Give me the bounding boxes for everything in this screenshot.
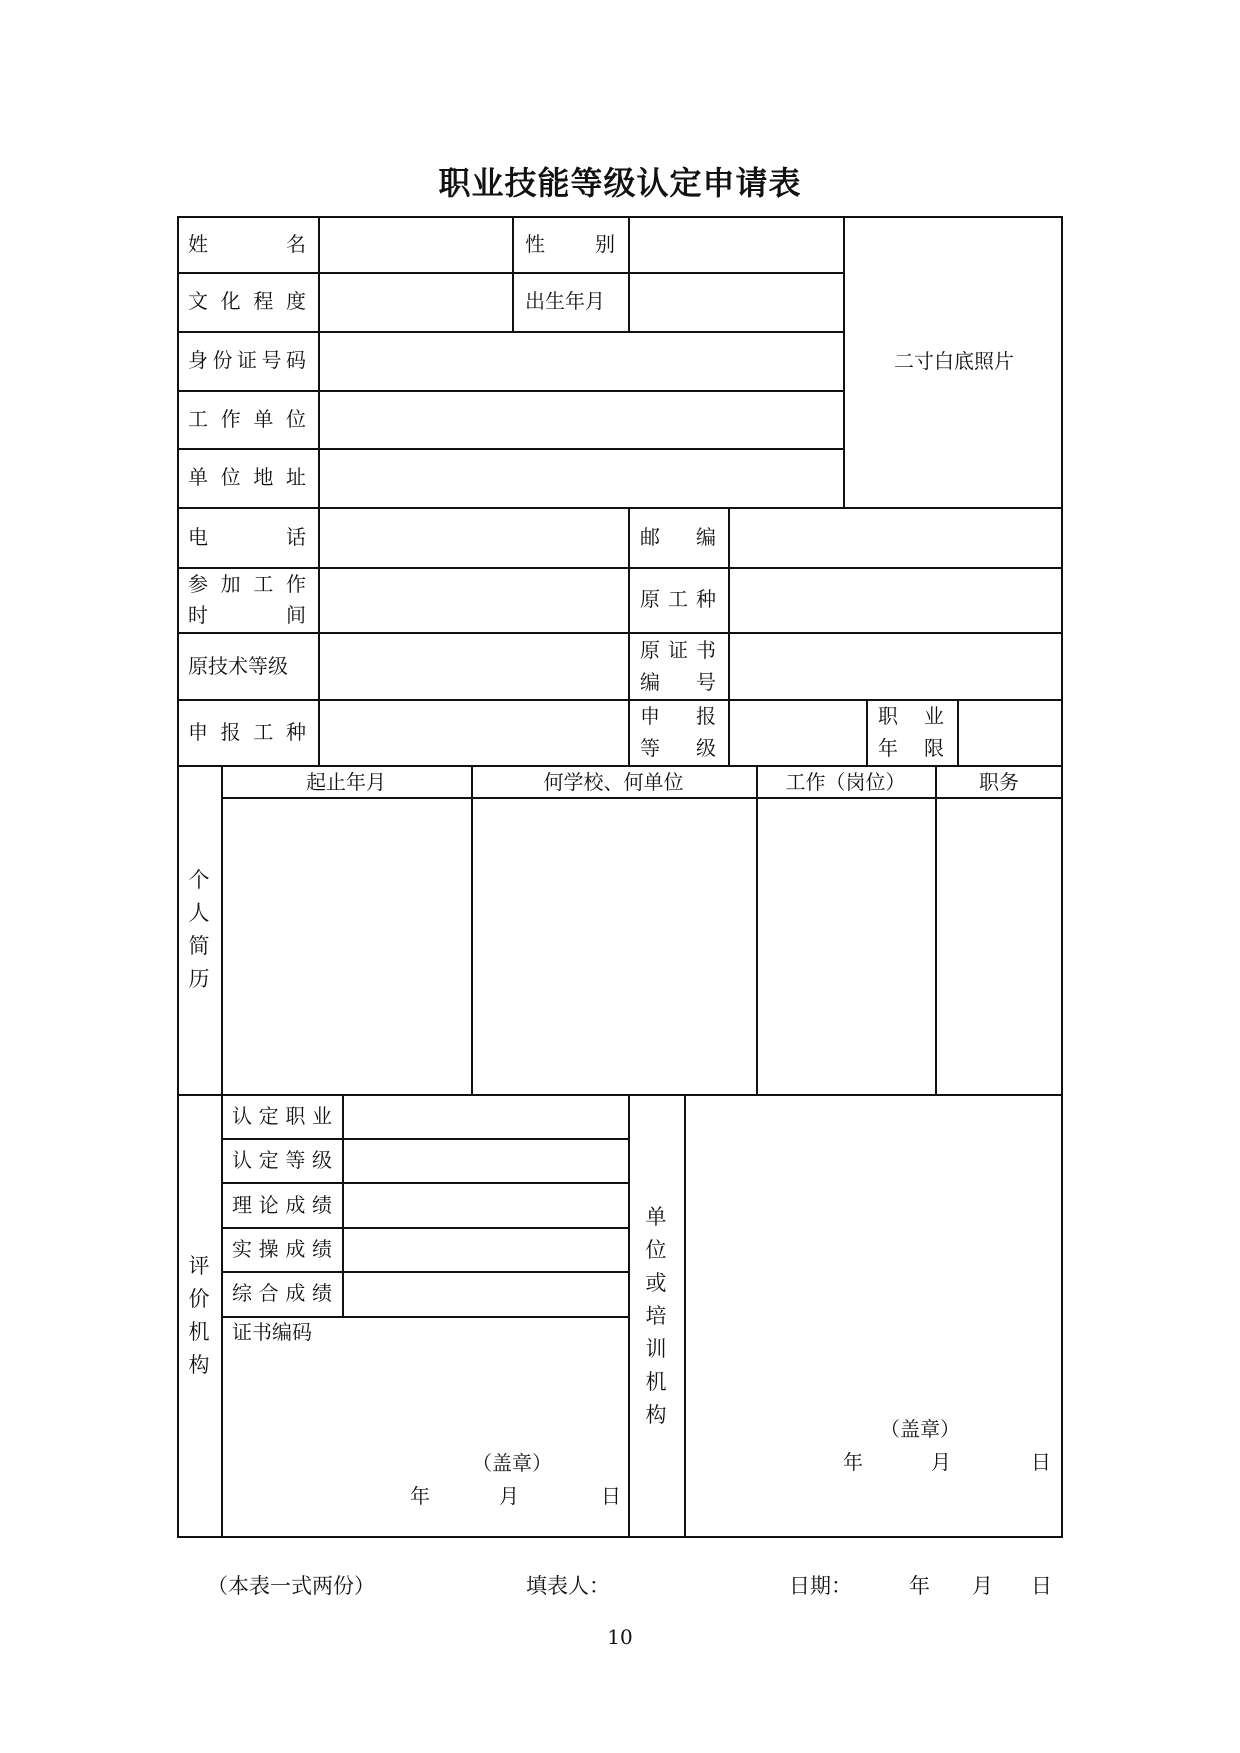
label-char: 单 (188, 465, 208, 489)
resume-header-school (471, 766, 756, 798)
label-char: 工 (188, 407, 208, 431)
resume-header-school-text: 何学校、何单位 (543, 770, 684, 794)
label-char: 绩 (311, 1193, 332, 1217)
career-years-label-line2 (878, 732, 944, 764)
label-char: 性 (525, 232, 545, 256)
grid-line (318, 216, 320, 765)
phone-label (188, 521, 306, 553)
gender-label-text (525, 228, 615, 260)
grid-line (512, 216, 514, 331)
grid-line (756, 765, 758, 1094)
eval-row-practice (232, 1233, 332, 1265)
label-char: 等 (640, 736, 660, 760)
employer-label (188, 403, 306, 435)
eval-cert-code-label (232, 1316, 312, 1348)
orig-cert-label-line1 (640, 634, 716, 666)
label-char: 作 (220, 407, 241, 431)
work-start-label-line2 (188, 599, 306, 631)
vertical-label-char: 构 (188, 1353, 210, 1377)
label-char: 绩 (311, 1281, 332, 1305)
label-char: 间 (286, 603, 306, 627)
label-char: 姓 (188, 232, 208, 256)
eval-day-text: 日 (601, 1484, 621, 1508)
label-char: 成 (285, 1193, 306, 1217)
apply-level-label-line2 (640, 732, 716, 764)
eval-date-month (499, 1480, 519, 1512)
grid-line (221, 1227, 629, 1229)
grid-line (628, 507, 630, 765)
grid-line (935, 765, 937, 1094)
career-years-label-line1 (878, 700, 944, 732)
label-char: 书 (696, 638, 716, 662)
career-years-line2-text (878, 732, 944, 764)
eval-row-practice-text (232, 1233, 332, 1265)
orig-cert-line2-text (640, 666, 716, 698)
unit-date-day (1031, 1446, 1051, 1478)
label-char: 职 (285, 1104, 306, 1128)
label-char: 工 (253, 720, 274, 744)
grid-line (221, 1182, 629, 1184)
eval-seal-text: （盖章） (472, 1451, 552, 1475)
grid-line (728, 507, 730, 765)
grid-line (221, 765, 223, 1538)
label-char: 等 (285, 1148, 306, 1172)
vertical-label-char: 或 (645, 1270, 667, 1295)
grid-line (684, 1094, 686, 1538)
label-char: 号 (696, 670, 716, 694)
unit-month-text: 月 (931, 1450, 951, 1474)
grid-line (177, 507, 1063, 509)
apply-level-label-line1 (640, 700, 716, 732)
grid-line (177, 448, 845, 450)
vertical-label-char: 单 (645, 1204, 667, 1229)
label-char: 电 (188, 525, 208, 549)
employer-address-label-text (188, 461, 306, 493)
vertical-label-char: 评 (188, 1254, 210, 1278)
label-char: 话 (286, 525, 306, 549)
eval-month-text: 月 (499, 1484, 519, 1508)
label-char: 操 (258, 1237, 279, 1261)
footer-filler-text: 填表人： (526, 1574, 610, 1598)
birth-label (525, 285, 621, 317)
grid-line (471, 765, 473, 1094)
apply-level-line1-text (640, 700, 716, 732)
eval-year-text: 年 (410, 1484, 430, 1508)
label-char: 工 (253, 572, 274, 596)
education-label (188, 285, 306, 317)
vertical-label-char: 机 (645, 1369, 667, 1394)
work-start-line1-text (188, 568, 306, 600)
unit-section-label (628, 1094, 684, 1538)
name-label (188, 228, 306, 260)
eval-date-year (410, 1480, 430, 1512)
label-char: 化 (220, 289, 241, 313)
gender-label (525, 228, 615, 260)
vertical-label-char: 训 (645, 1336, 667, 1361)
label-char: 种 (696, 587, 716, 611)
grid-line (628, 216, 630, 331)
label-char: 程 (253, 289, 274, 313)
page-number: 10 (607, 1625, 633, 1649)
label-char: 种 (285, 720, 306, 744)
label-char: 级 (311, 1148, 332, 1172)
vertical-label-char: 人 (188, 900, 210, 925)
eval-date-day (601, 1480, 621, 1512)
postcode-label (640, 521, 716, 553)
label-char: 业 (311, 1104, 332, 1128)
eval-cert-code-text: 证书编码 (232, 1320, 312, 1344)
label-char: 申 (188, 720, 208, 744)
footer-copies (207, 1570, 375, 1600)
label-char: 认 (232, 1104, 252, 1128)
label-char: 参 (188, 572, 208, 596)
label-char: 业 (924, 704, 944, 728)
eval-row-occupation (232, 1100, 332, 1132)
grid-line (177, 1094, 1063, 1096)
label-char: 实 (232, 1237, 252, 1261)
apply-trade-label-text (188, 716, 306, 748)
label-char: 度 (285, 289, 306, 313)
footer-month-text: 月 (972, 1574, 993, 1598)
vertical-label-char: 构 (645, 1402, 667, 1427)
footer-month (972, 1570, 993, 1600)
label-char: 位 (285, 407, 306, 431)
label-char: 加 (220, 572, 241, 596)
employer-address-label (188, 461, 306, 493)
label-char: 号 (261, 348, 282, 372)
eval-row-level-text (232, 1144, 332, 1176)
name-label-text (188, 228, 306, 260)
label-char: 报 (220, 720, 241, 744)
label-char: 作 (285, 572, 306, 596)
eval-row-theory-text (232, 1189, 332, 1221)
label-char: 文 (188, 289, 208, 313)
photo-label-text: 二寸白底照片 (894, 349, 1014, 373)
grid-line (221, 1138, 629, 1140)
resume-header-title-text: 职务 (979, 770, 1019, 794)
label-char: 级 (696, 736, 716, 760)
original-trade-label-text (640, 583, 716, 615)
label-char: 编 (640, 670, 660, 694)
grid-line (177, 331, 845, 333)
form-title: 职业技能等级认定申请表 (438, 164, 802, 202)
label-char: 合 (258, 1281, 279, 1305)
label-char: 身 (188, 348, 208, 372)
resume-header-position-text: 工作（岗位） (785, 770, 906, 794)
label-char: 成 (285, 1281, 306, 1305)
grid-line (177, 632, 1063, 634)
label-char: 证 (668, 638, 688, 662)
unit-day-text: 日 (1031, 1450, 1051, 1474)
id-number-label-text (188, 344, 306, 376)
label-char: 位 (220, 465, 241, 489)
education-label-text (188, 285, 306, 317)
resume-header-period (221, 766, 471, 798)
grid-line (177, 390, 845, 392)
apply-level-line2-text (640, 732, 716, 764)
vertical-label-char: 位 (645, 1237, 667, 1262)
evaluation-section-label (177, 1094, 221, 1538)
label-char: 编 (696, 525, 716, 549)
footer-day-text: 日 (1031, 1574, 1052, 1598)
phone-label-text (188, 521, 306, 553)
footer-year (909, 1570, 930, 1600)
footer-date (789, 1570, 852, 1600)
resume-header-position (756, 766, 935, 798)
resume-section-label (177, 765, 221, 1094)
grid-line (866, 699, 868, 765)
career-years-line1-text (878, 700, 944, 732)
id-number-label (188, 344, 306, 376)
original-level-label-text: 原技术等级 (188, 654, 288, 678)
label-char: 原 (640, 587, 660, 611)
photo-box-label (845, 345, 1063, 377)
eval-row-overall-text (232, 1277, 332, 1309)
resume-header-period-text: 起止年月 (306, 770, 386, 794)
original-level-label (188, 650, 306, 682)
vertical-label-char: 简 (188, 933, 210, 958)
label-char: 申 (640, 704, 660, 728)
work-start-label-line1 (188, 568, 306, 600)
unit-date-year (843, 1446, 863, 1478)
vertical-label-char: 培 (645, 1303, 667, 1328)
birth-label-text: 出生年月 (525, 289, 605, 313)
footer-year-text: 年 (909, 1574, 930, 1598)
eval-row-level (232, 1144, 332, 1176)
label-char: 邮 (640, 525, 660, 549)
eval-row-occupation-text (232, 1100, 332, 1132)
footer-copies-text: （本表一式两份） (207, 1574, 375, 1598)
label-char: 原 (640, 638, 660, 662)
vertical-label-char: 个 (188, 867, 210, 892)
unit-seal (880, 1413, 960, 1445)
unit-year-text: 年 (843, 1450, 863, 1474)
eval-row-overall (232, 1277, 332, 1309)
label-char: 别 (595, 232, 615, 256)
label-char: 成 (285, 1237, 306, 1261)
orig-cert-line1-text (640, 634, 716, 666)
label-char: 份 (212, 348, 233, 372)
orig-cert-label-line2 (640, 666, 716, 698)
label-char: 论 (258, 1193, 279, 1217)
label-char: 认 (232, 1148, 252, 1172)
apply-trade-label (188, 716, 306, 748)
postcode-label-text (640, 521, 716, 553)
vertical-label-char: 机 (188, 1320, 210, 1344)
label-char: 时 (188, 603, 208, 627)
label-char: 码 (286, 348, 306, 372)
grid-line (221, 1271, 629, 1273)
label-char: 限 (924, 736, 944, 760)
label-char: 名 (286, 232, 306, 256)
label-char: 定 (258, 1104, 279, 1128)
label-char: 地 (253, 465, 274, 489)
resume-header-title (935, 766, 1063, 798)
unit-date-month (931, 1446, 951, 1478)
grid-line (177, 567, 1063, 569)
label-char: 理 (232, 1193, 252, 1217)
grid-line (342, 1094, 344, 1316)
vertical-label-char: 历 (188, 966, 210, 991)
footer-filler (526, 1570, 610, 1600)
grid-line (177, 272, 845, 274)
label-char: 址 (285, 465, 306, 489)
label-char: 定 (258, 1148, 279, 1172)
label-char: 单 (253, 407, 274, 431)
eval-seal (472, 1447, 552, 1479)
label-char: 报 (696, 704, 716, 728)
label-char: 职 (878, 704, 898, 728)
grid-line (957, 699, 959, 765)
label-char: 证 (237, 348, 257, 372)
footer-date-text: 日期： (789, 1574, 852, 1598)
original-trade-label (640, 583, 716, 615)
label-char: 绩 (311, 1237, 332, 1261)
label-char: 综 (232, 1281, 252, 1305)
label-char: 年 (878, 736, 898, 760)
employer-label-text (188, 403, 306, 435)
eval-row-theory (232, 1189, 332, 1221)
footer-day (1031, 1570, 1052, 1600)
vertical-label-char: 价 (188, 1287, 210, 1311)
work-start-line2-text (188, 599, 306, 631)
label-char: 工 (668, 587, 688, 611)
unit-seal-text: （盖章） (880, 1417, 960, 1441)
